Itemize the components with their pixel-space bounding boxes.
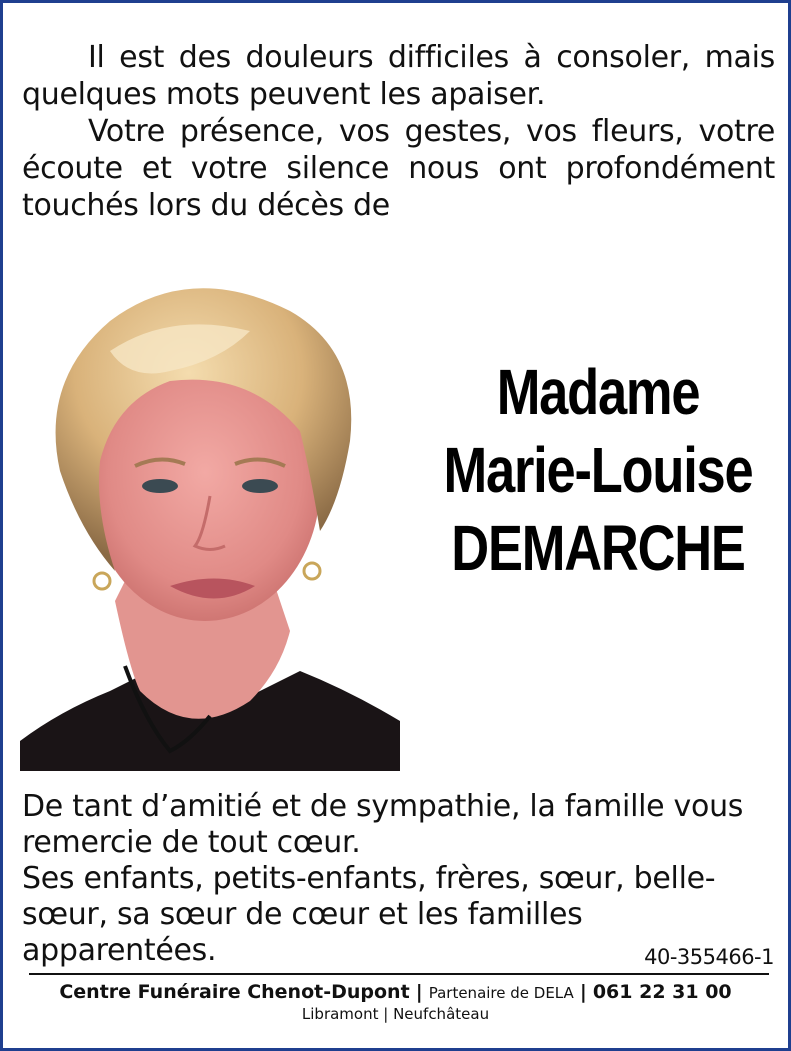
company-name: Centre Funéraire Chenot-Dupont (59, 981, 410, 1003)
reference-number: 40-355466-1 (644, 945, 774, 969)
portrait-photo (20, 271, 400, 771)
footer-locations: Libramont | Neufchâteau (301, 1005, 490, 1023)
footer (3, 979, 788, 1006)
phone-number: 061 22 31 00 (592, 981, 732, 1003)
last-name: DEMARCHE (451, 512, 745, 584)
intro-paragraph-1: Il est des douleurs difficiles à consoler, mais quelques mots peuvent les apaiser. (22, 40, 775, 112)
partner-text: Partenaire de DELA (428, 984, 574, 1002)
thanks-text (22, 789, 782, 969)
first-name: Marie-Louise (443, 434, 753, 506)
intro-paragraph-2: Votre présence, vos gestes, vos fleurs, votre écoute et votre silence nous ont profondément touchés lors du décès de (22, 114, 775, 223)
separator: | (579, 981, 587, 1003)
thanks-line-2: Ses enfants, petits-enfants, frères, sœur, belle-sœur, sa sœur de cœur et les familles apparentées. (22, 861, 716, 968)
deceased-name (403, 353, 791, 587)
thanks-line-1: De tant d’amitié et de sympathie, la famille vous remercie de tout cœur. (22, 789, 744, 860)
separator: | (415, 981, 423, 1003)
divider (29, 973, 769, 975)
intro-text (22, 39, 775, 224)
honorific: Madame (496, 356, 700, 428)
